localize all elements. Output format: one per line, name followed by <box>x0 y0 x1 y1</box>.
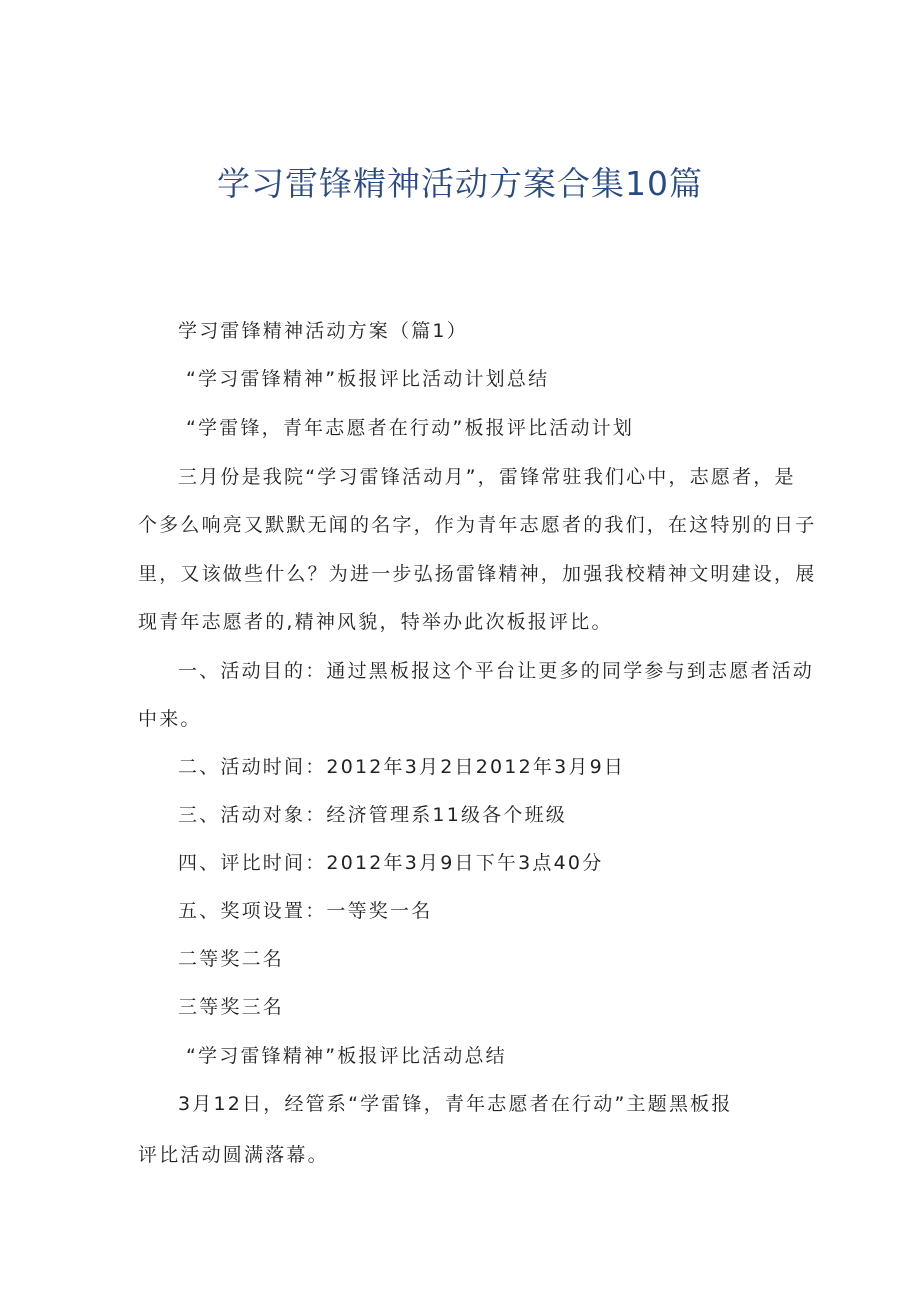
subheading: “学雷锋，青年志愿者在行动”板报评比活动计划 <box>186 417 635 439</box>
paragraph-line: 三月份是我院“学习雷锋活动月”，雷锋常驻我们心中，志愿者，是 <box>178 466 796 488</box>
paragraph-line: 一、活动目的：通过黑板报这个平台让更多的同学参与到志愿者活动 <box>178 660 815 682</box>
paragraph-line: 现青年志愿者的,精神风貌，特举办此次板报评比。 <box>138 611 613 633</box>
list-item: 二、活动时间：2012年3月2日2012年3月9日 <box>178 756 626 778</box>
list-item: 四、评比时间：2012年3月9日下午3点40分 <box>178 852 604 874</box>
paragraph-line: 里，又该做些什么？为进一步弘扬雷锋精神，加强我校精神文明建设，展 <box>138 563 817 585</box>
subheading: “学习雷锋精神”板报评比活动计划总结 <box>186 368 550 390</box>
list-item: 二等奖二名 <box>178 948 285 970</box>
paragraph-line: 中来。 <box>138 708 202 730</box>
paragraph-line: 3月12日，经管系“学雷锋，青年志愿者在行动”主题黑板报 <box>178 1093 733 1115</box>
paragraph-line: 个多么响亮又默默无闻的名字，作为青年志愿者的我们，在这特别的日子 <box>138 514 817 536</box>
list-item: 五、奖项设置：一等奖一名 <box>178 900 433 922</box>
section-heading: 学习雷锋精神活动方案（篇1） <box>178 320 468 342</box>
list-item: 三、活动对象：经济管理系11级各个班级 <box>178 804 567 826</box>
list-item: 三等奖三名 <box>178 996 285 1018</box>
paragraph-line: 评比活动圆满落幕。 <box>138 1144 329 1166</box>
document-title: 学习雷锋精神活动方案合集10篇 <box>217 164 703 203</box>
subheading: “学习雷锋精神”板报评比活动总结 <box>186 1045 507 1067</box>
